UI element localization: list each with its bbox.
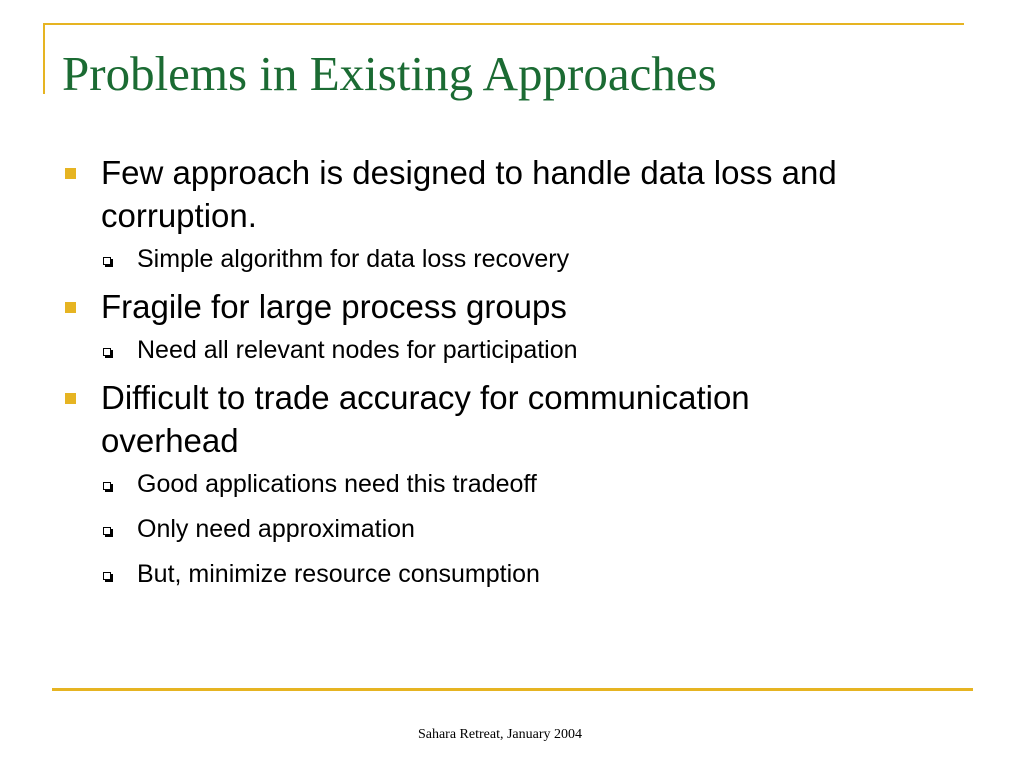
hollow-square-bullet-icon	[103, 257, 111, 265]
hollow-square-bullet-icon	[103, 527, 111, 535]
hollow-square-bullet-icon	[103, 348, 111, 356]
square-bullet-icon	[65, 168, 76, 179]
slide-title: Problems in Existing Approaches	[62, 46, 717, 101]
bullet-level2	[101, 462, 862, 507]
sub-bullet-text: Only need approximation	[137, 515, 415, 543]
bullet-level1	[62, 151, 862, 237]
sub-bullet-text: Good applications need this tradeoff	[137, 470, 537, 498]
bullet-level1	[62, 285, 862, 328]
bullet-list	[62, 151, 862, 597]
bullet-level2	[101, 507, 862, 552]
bullet-item	[62, 151, 862, 282]
footer-text: Sahara Retreat, January 2004	[417, 727, 583, 742]
square-bullet-icon	[65, 393, 76, 404]
bullet-item	[62, 376, 862, 597]
bullet-level2	[101, 237, 862, 282]
hollow-square-bullet-icon	[103, 482, 111, 490]
sub-bullet-text: But, minimize resource consumption	[137, 560, 540, 588]
bullet-level2	[101, 552, 862, 597]
sub-bullet-text: Need all relevant nodes for participation	[137, 336, 578, 364]
bullet-text: Difficult to trade accuracy for communication overhead	[101, 379, 750, 459]
hollow-square-bullet-icon	[103, 572, 111, 580]
sub-bullet-text: Simple algorithm for data loss recovery	[137, 245, 570, 273]
square-bullet-icon	[65, 302, 76, 313]
bullet-item	[62, 285, 862, 373]
bullet-text: Fragile for large process groups	[101, 288, 567, 325]
title-frame-top-line	[43, 23, 964, 25]
bullet-text: Few approach is designed to handle data loss and corruption.	[101, 154, 837, 234]
footer-divider	[52, 688, 973, 691]
bullet-level2	[101, 328, 862, 373]
title-frame-left-line	[43, 23, 45, 94]
bullet-level1	[62, 376, 862, 462]
